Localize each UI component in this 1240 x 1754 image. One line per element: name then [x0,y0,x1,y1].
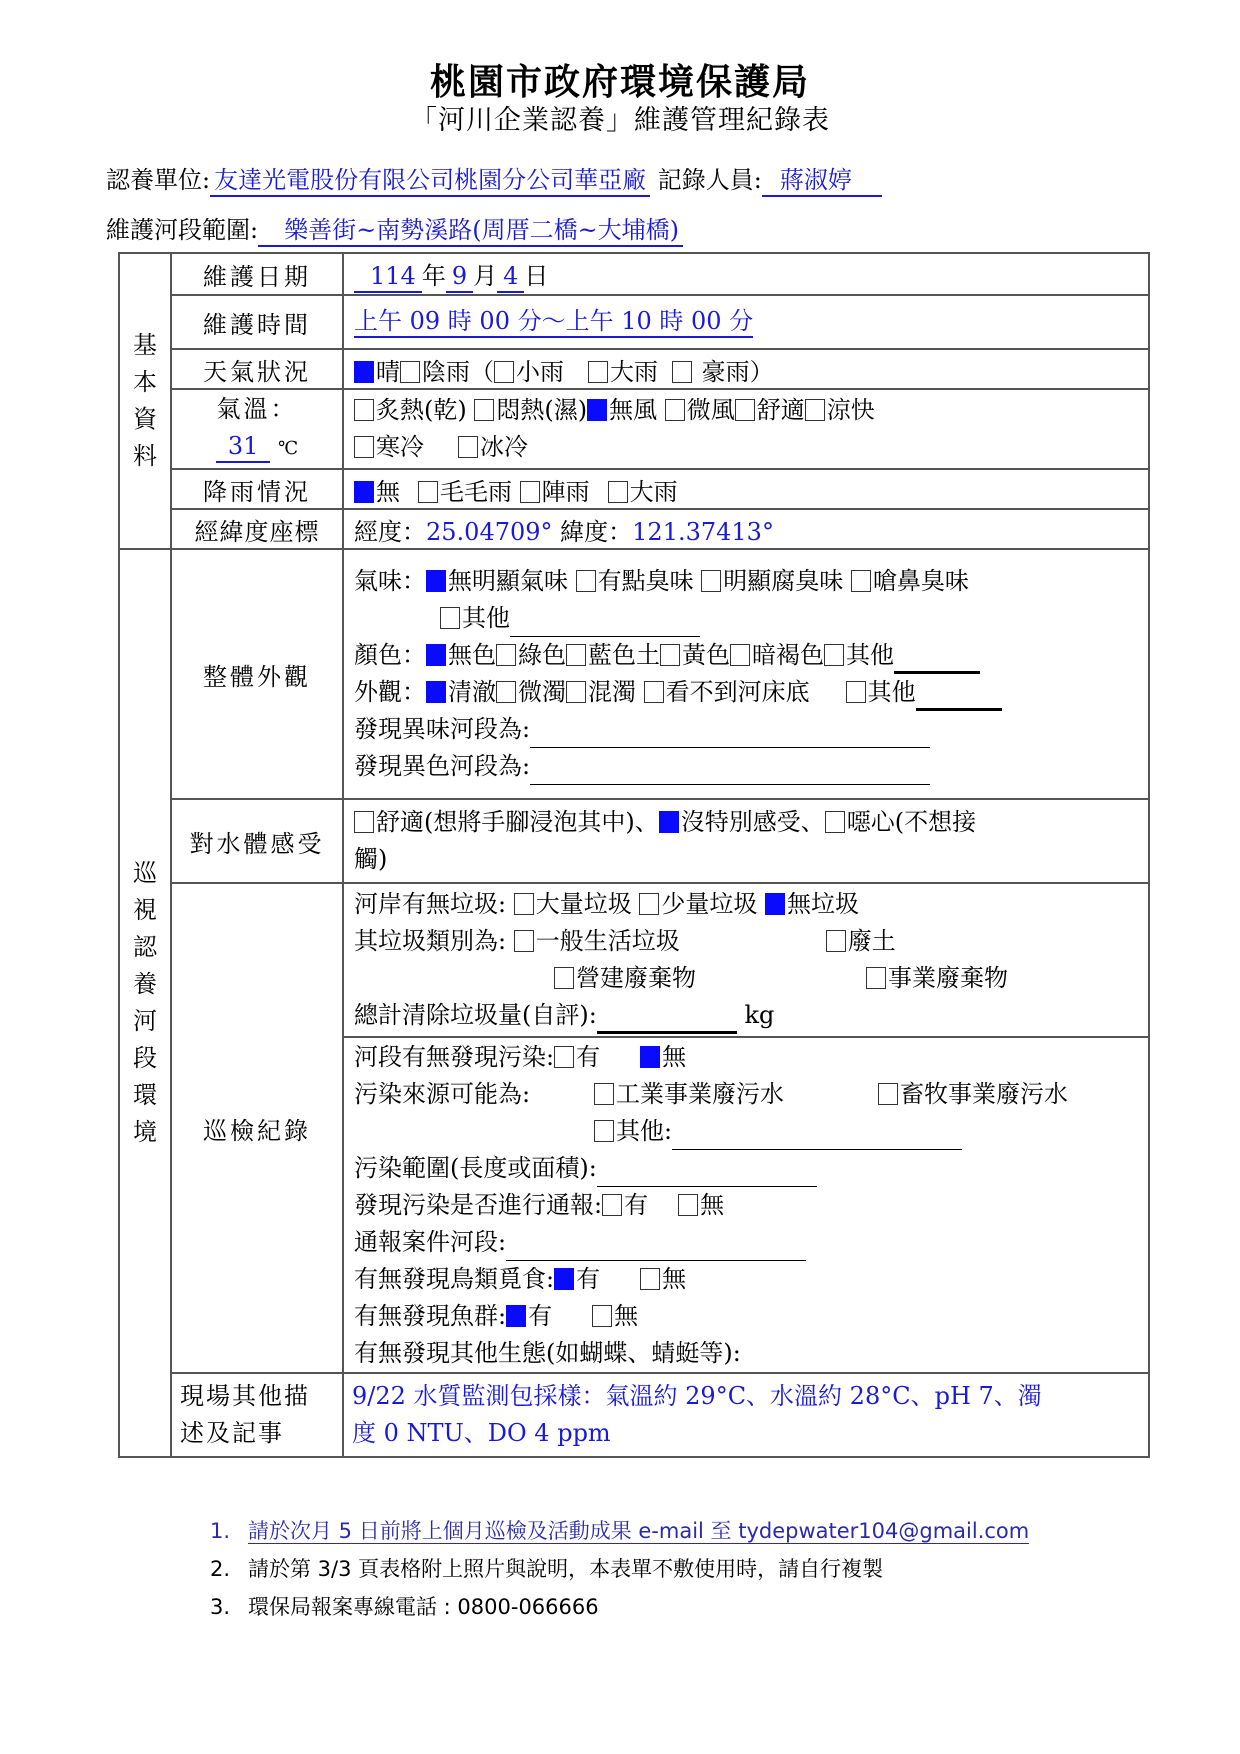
footer-note-2 [210,1550,1029,1588]
feeling-option-label: 噁心(不想接 [846,808,977,836]
pollution-option-label: 有 [576,1042,601,1071]
smell-checkbox-slight[interactable] [576,570,596,592]
fish-option-label: 無 [614,1301,639,1330]
appearance-cell [343,549,1149,799]
rain-option-label: 大雨 [629,477,678,506]
notes-label-line1: 現場其他描 [180,1382,310,1410]
note-number: 3. [210,1595,231,1619]
garbage-option-label: 無垃圾 [787,890,860,918]
look-other-field[interactable] [916,682,1002,711]
color-checkbox-none[interactable] [426,644,446,666]
fish-checkbox-no[interactable] [592,1305,612,1327]
lon-value[interactable]: 25.04709° [426,517,553,546]
form-title: 「河川企業認養」維護管理紀錄表 [410,105,830,136]
color-other-field[interactable] [894,645,980,674]
pollution-option-label: 無 [662,1042,687,1071]
garbage-type-label-item: 廢土 [847,927,896,955]
pollution-checkbox-no[interactable] [640,1046,660,1068]
weather-option-label: 陰雨（ [422,357,494,386]
source-option-label: 畜牧事業廢污水 [900,1079,1068,1108]
row-feeling [119,799,1149,883]
birds-label: 有無發現鳥類覓食: [354,1264,555,1293]
note-number: 1. [210,1519,231,1543]
color-option-label: 其他 [846,641,894,669]
time-field[interactable]: 上午 09 時 00 分～上午 10 時 00 分 [354,306,753,338]
weather-checkbox-light-rain[interactable] [494,361,514,383]
rain-options [343,469,1149,509]
total-label: 總計清除垃圾量(自評): [354,1001,597,1029]
pollution-label: 河段有無發現污染: [354,1042,555,1071]
date-label: 維護日期 [171,253,343,295]
feeling-option-label: 沒特別感受、 [680,808,825,836]
temp-checkbox-cool[interactable] [805,399,825,421]
garbage-option-label: 少量垃圾 [661,890,758,918]
feeling-checkbox-comfortable[interactable] [354,811,374,833]
color-option-label: 無色 [448,641,496,669]
color-label: 顏色： [354,641,426,669]
pollution-cell [343,1037,1149,1373]
record-table [118,252,1150,1458]
weather-option-label: 豪雨） [694,357,774,386]
feeling-checkbox-disgusted[interactable] [825,811,845,833]
garbage-checkbox-little[interactable] [639,893,659,915]
source-option-label: 工業事業廢污水 [616,1079,784,1108]
color-option-label: 綠色 [518,641,566,669]
look-checkbox-other[interactable] [846,681,866,703]
look-option-label: 其他 [867,678,916,706]
garbage-type-checkbox-soil[interactable] [826,930,846,952]
garbage-checkbox-none[interactable] [765,893,785,915]
notes-cell[interactable] [343,1373,1149,1457]
weather-checkbox-heavy-rain[interactable] [588,361,608,383]
garbage-type-checkbox-household[interactable] [514,930,534,952]
notes-value-line2: 度 0 NTU、DO 4 ppm [352,1419,611,1447]
smell-checkbox-rotten[interactable] [701,570,721,592]
birds-option-label: 無 [662,1264,687,1293]
temperature-field[interactable]: 31 [216,431,271,463]
row-weather [119,349,1149,389]
agency-title: 桃園市政府環境保護局 [429,61,810,103]
garbage-type-label-item: 營建廢棄物 [576,964,696,992]
look-option-label: 混濁 [588,678,636,706]
report-checkbox-yes[interactable] [602,1194,622,1216]
temp-checkbox-hot-dry[interactable] [354,399,374,421]
unit-row [106,160,882,197]
garbage-checkbox-lots[interactable] [514,893,534,915]
temp-option-label: 悶熱(濕) [496,396,588,424]
source-other-field[interactable] [672,1121,962,1150]
odd-color-label: 發現異色河段為: [354,752,531,780]
lon-label: 經度： [354,517,426,546]
weather-checkbox-storm[interactable] [672,361,692,383]
row-garbage [119,883,1149,1037]
temp-option-label: 涼快 [826,396,875,424]
row-time [119,295,1149,349]
source-label: 污染來源可能為: [354,1079,531,1108]
coords-cell [343,509,1149,549]
temperature-unit: ℃ [278,438,299,459]
weather-label: 天氣狀況 [171,349,343,389]
color-option-label: 暗褐色 [752,641,824,669]
notes-label-line2: 述及記事 [180,1419,284,1447]
lat-label: 緯度： [560,517,633,546]
total-unit: kg [744,1001,775,1029]
date-cell [343,253,1149,295]
feeling-option-label: 舒適(想將手腳浸泡其中)、 [376,808,659,836]
pollution-range-label: 污染範圍(長度或面積): [354,1153,597,1182]
row-rain [119,469,1149,509]
look-checkbox-slight-turbid[interactable] [496,681,516,703]
day-field[interactable]: 4 [497,261,524,293]
temp-option-label: 無風 [609,396,658,424]
rain-checkbox-heavy[interactable] [608,481,628,503]
notes-value-line1: 9/22 水質監測包採樣：氣溫約 29°C、水溫約 28°C、pH 7、濁 [352,1382,1042,1410]
weather-option-label: 大雨 [610,357,658,386]
weather-options [343,349,1149,389]
rain-checkbox-none[interactable] [354,481,374,503]
footer-note-1 [210,1512,1029,1550]
look-option-label: 看不到河床底 [665,678,810,706]
temp-checkbox-hot-humid[interactable] [474,399,494,421]
coords-label: 經緯度座標 [171,509,343,549]
temp-option-label: 寒冷 [376,433,424,461]
range-row [106,210,683,247]
pollution-range-field[interactable] [597,1158,817,1187]
garbage-type-label-item: 一般生活垃圾 [535,927,680,955]
birds-option-label: 有 [576,1264,601,1293]
temperature-label-cell [171,389,343,469]
source-checkbox-other[interactable] [594,1120,614,1142]
smell-option-label: 無明顯氣味 [448,567,568,595]
birds-checkbox-no[interactable] [640,1268,660,1290]
note-email-link[interactable]: 請於次月 5 日前將上個月巡檢及活動成果 e-mail 至 tydepwater104@gmail.com [248,1519,1030,1543]
garbage-label: 河岸有無垃圾: [354,890,507,918]
fish-checkbox-yes[interactable] [506,1305,526,1327]
garbage-option-label: 大量垃圾 [535,890,632,918]
temp-checkbox-breeze[interactable] [665,399,685,421]
rain-option-label: 毛毛雨 [440,477,512,506]
temp-option-label: 微風 [686,396,735,424]
smell-checkbox-other[interactable] [440,607,460,629]
rain-option-label: 陣雨 [541,477,590,506]
feeling-label: 對水體感受 [171,799,343,883]
inspection-label: 巡檢紀錄 [171,883,343,1373]
feeling-cell [343,799,1149,883]
fish-label: 有無發現魚群: [354,1301,507,1330]
weather-option-label: 小雨 [516,357,564,386]
report-section-label: 通報案件河段: [354,1227,507,1256]
rain-checkbox-shower[interactable] [520,481,540,503]
smell-other-field[interactable] [510,608,700,637]
section-patrol-label: 巡視認養河段環境 [133,859,157,1146]
appearance-label: 整體外觀 [171,549,343,799]
rain-checkbox-drizzle[interactable] [418,481,438,503]
look-option-label: 清澈 [448,678,496,706]
footer-notes [210,1512,1029,1626]
notes-label-cell [171,1373,343,1457]
note-text: 請於第 3/3 頁表格附上照片與說明，本表單不敷使用時，請自行複製 [248,1557,884,1581]
color-option-label: 藍色土 [588,641,660,669]
note-number: 2. [210,1557,231,1581]
garbage-cell [343,883,1149,1037]
color-checkbox-other[interactable] [824,644,844,666]
smell-option-label: 有點臭味 [597,567,694,595]
garbage-type-label-item: 事業廢棄物 [888,964,1008,992]
smell-label: 氣味： [354,567,426,595]
row-coords [119,509,1149,549]
day-unit: 日 [524,261,549,290]
color-checkbox-blue[interactable] [566,644,586,666]
temperature-label: 氣溫： [216,395,298,423]
temp-option-label: 冰冷 [480,433,528,461]
garbage-type-checkbox-construction[interactable] [554,967,574,989]
footer-note-3 [210,1588,1029,1626]
row-notes [119,1373,1149,1457]
recorder-label: 記錄人員: [657,166,762,194]
temp-checkbox-freezing[interactable] [458,436,478,458]
fish-option-label: 有 [528,1301,553,1330]
unit-field[interactable]: 友達光電股份有限公司桃園分公司華亞廠 [210,165,650,197]
weather-checkbox-rain[interactable] [400,361,420,383]
report-option-label: 無 [700,1190,725,1219]
temp-checkbox-comfortable[interactable] [735,399,755,421]
color-option-label: 黃色 [682,641,730,669]
row-date [119,253,1149,295]
look-option-label: 微濁 [518,678,566,706]
other-eco-label: 有無發現其他生態(如蝴蝶、蜻蜓等): [354,1338,741,1367]
smell-option-label: 明顯腐臭味 [723,567,844,595]
month-unit: 月 [473,261,498,290]
range-label: 維護河段範圍: [106,216,259,244]
weather-option-label: 晴 [376,357,400,386]
report-option-label: 有 [624,1190,649,1219]
odd-color-field[interactable] [530,756,930,785]
temperature-options [343,389,1149,469]
recorder-field[interactable]: 蔣淑婷 [762,165,882,197]
weather-checkbox-sunny[interactable] [354,361,374,383]
color-checkbox-brown[interactable] [730,644,750,666]
odd-smell-label: 發現異味河段為: [354,715,531,743]
look-checkbox-clear[interactable] [426,681,446,703]
feeling-continuation: 觸) [354,845,388,873]
lat-value[interactable]: 121.37413° [632,517,774,546]
report-checkbox-no[interactable] [678,1194,698,1216]
section-basic [119,253,171,549]
smell-option-label: 其他 [462,604,510,632]
range-field[interactable]: 樂善街~南勢溪路(周厝二橋~大埔橋) [258,215,683,247]
year-field[interactable]: 114 [354,261,422,293]
year-unit: 年 [421,261,446,290]
temp-checkbox-cold[interactable] [354,436,374,458]
row-appearance [119,549,1149,799]
time-label: 維護時間 [171,295,343,349]
garbage-type-checkbox-industrial[interactable] [866,967,886,989]
color-checkbox-yellow[interactable] [660,644,680,666]
look-label: 外觀： [354,678,426,706]
report-label: 發現污染是否進行通報: [354,1190,603,1219]
smell-checkbox-none[interactable] [426,570,446,592]
garbage-type-label: 其垃圾類別為: [354,927,507,955]
feeling-checkbox-neutral[interactable] [659,811,679,833]
rain-option-label: 無 [376,477,400,506]
temp-checkbox-no-wind[interactable] [587,399,607,421]
source-checkbox-livestock[interactable] [878,1083,898,1105]
note-text: 環保局報案專線電話 : 0800-066666 [248,1595,599,1619]
temp-option-label: 舒適 [756,396,805,424]
month-field[interactable]: 9 [446,261,473,293]
unit-label: 認養單位: [106,166,211,194]
look-checkbox-no-bed[interactable] [644,681,664,703]
temp-option-label: 炙熱(乾) [376,396,467,424]
source-checkbox-industrial[interactable] [594,1083,614,1105]
source-option-label: 其他: [616,1116,673,1145]
smell-checkbox-pungent[interactable] [851,570,871,592]
pollution-checkbox-yes[interactable] [554,1046,574,1068]
look-checkbox-turbid[interactable] [566,681,586,703]
report-section-field[interactable] [506,1232,806,1261]
section-patrol [119,549,171,1457]
color-checkbox-green[interactable] [496,644,516,666]
time-cell [343,295,1149,349]
total-field[interactable] [597,1005,737,1034]
rain-label: 降雨情況 [171,469,343,509]
smell-option-label: 嗆鼻臭味 [872,567,969,595]
row-temperature [119,389,1149,469]
section-basic-label: 基本資料 [133,331,157,470]
odd-smell-field[interactable] [530,719,930,748]
birds-checkbox-yes[interactable] [554,1268,574,1290]
